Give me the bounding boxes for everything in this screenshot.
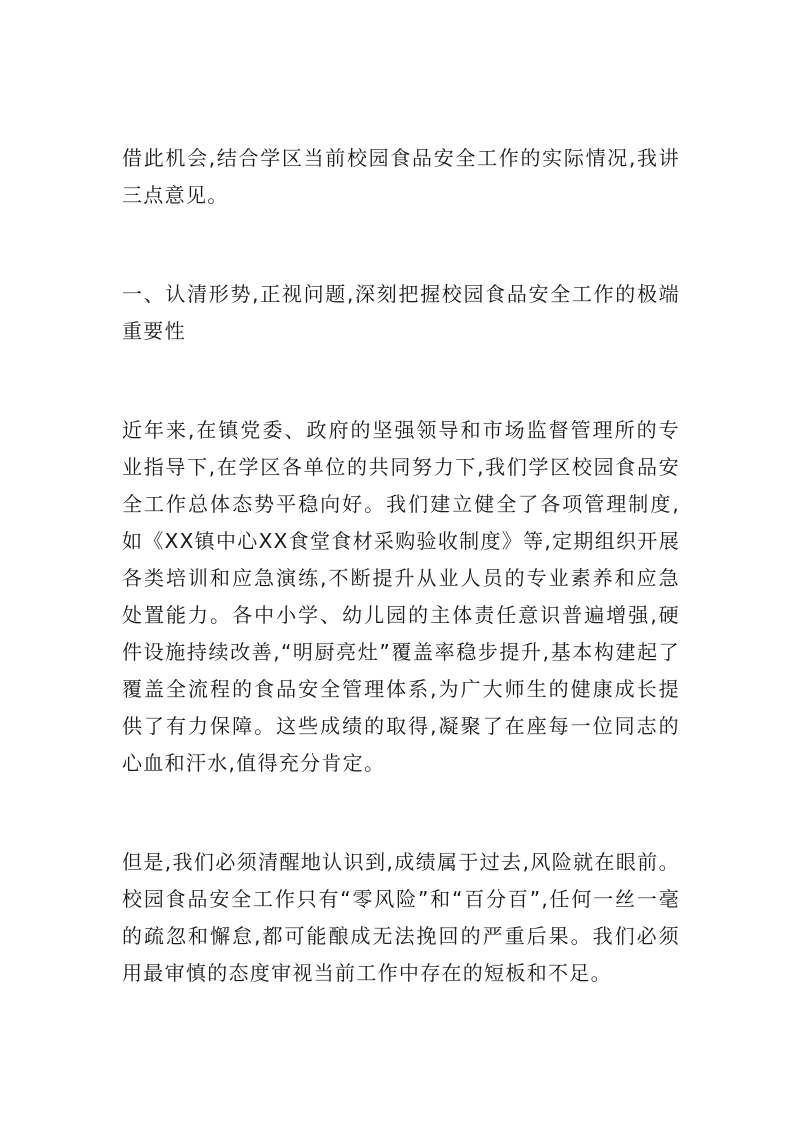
paragraph-gap (122, 350, 680, 412)
paragraph-gap (122, 782, 680, 844)
achievements-paragraph: 近年来,在镇党委、政府的坚强领导和市场监督管理所的专业指导下,在学区各单位的共同努力下,我们学区校园食品安全工作总体态势平稳向好。我们建立健全了各项管理制度,如《XX镇中心XX食堂食材采购验收制度》等,定期组织开展各类培训和应急演练,不断提升从业人员的专业素养和应急处置能力。各中小学、幼儿园的主体责任意识普遍增强,硬件设施持续改善,“明厨亮灶”覆盖率稳步提升,基本构建起了覆盖全流程的食品安全管理体系,为广大师生的健康成长提供了有力保障。这些成绩的取得,凝聚了在座每一位同志的心血和汗水,值得充分肯定。 (122, 418, 680, 775)
document-body (122, 140, 680, 992)
intro-paragraph: 借此机会,结合学区当前校园食品安全工作的实际情况,我讲三点意见。 (122, 146, 680, 207)
paragraph-gap (122, 214, 680, 276)
section-heading: 一、认清形势,正视问题,深刻把握校园食品安全工作的极端重要性 (122, 282, 680, 343)
risks-paragraph: 但是,我们必须清醒地认识到,成绩属于过去,风险就在眼前。校园食品安全工作只有“零风险”和“百分百”,任何一丝一毫的疏忽和懈怠,都可能酿成无法挽回的严重后果。我们必须用最审慎的态度审视当前工作中存在的短板和不足。 (122, 850, 680, 985)
